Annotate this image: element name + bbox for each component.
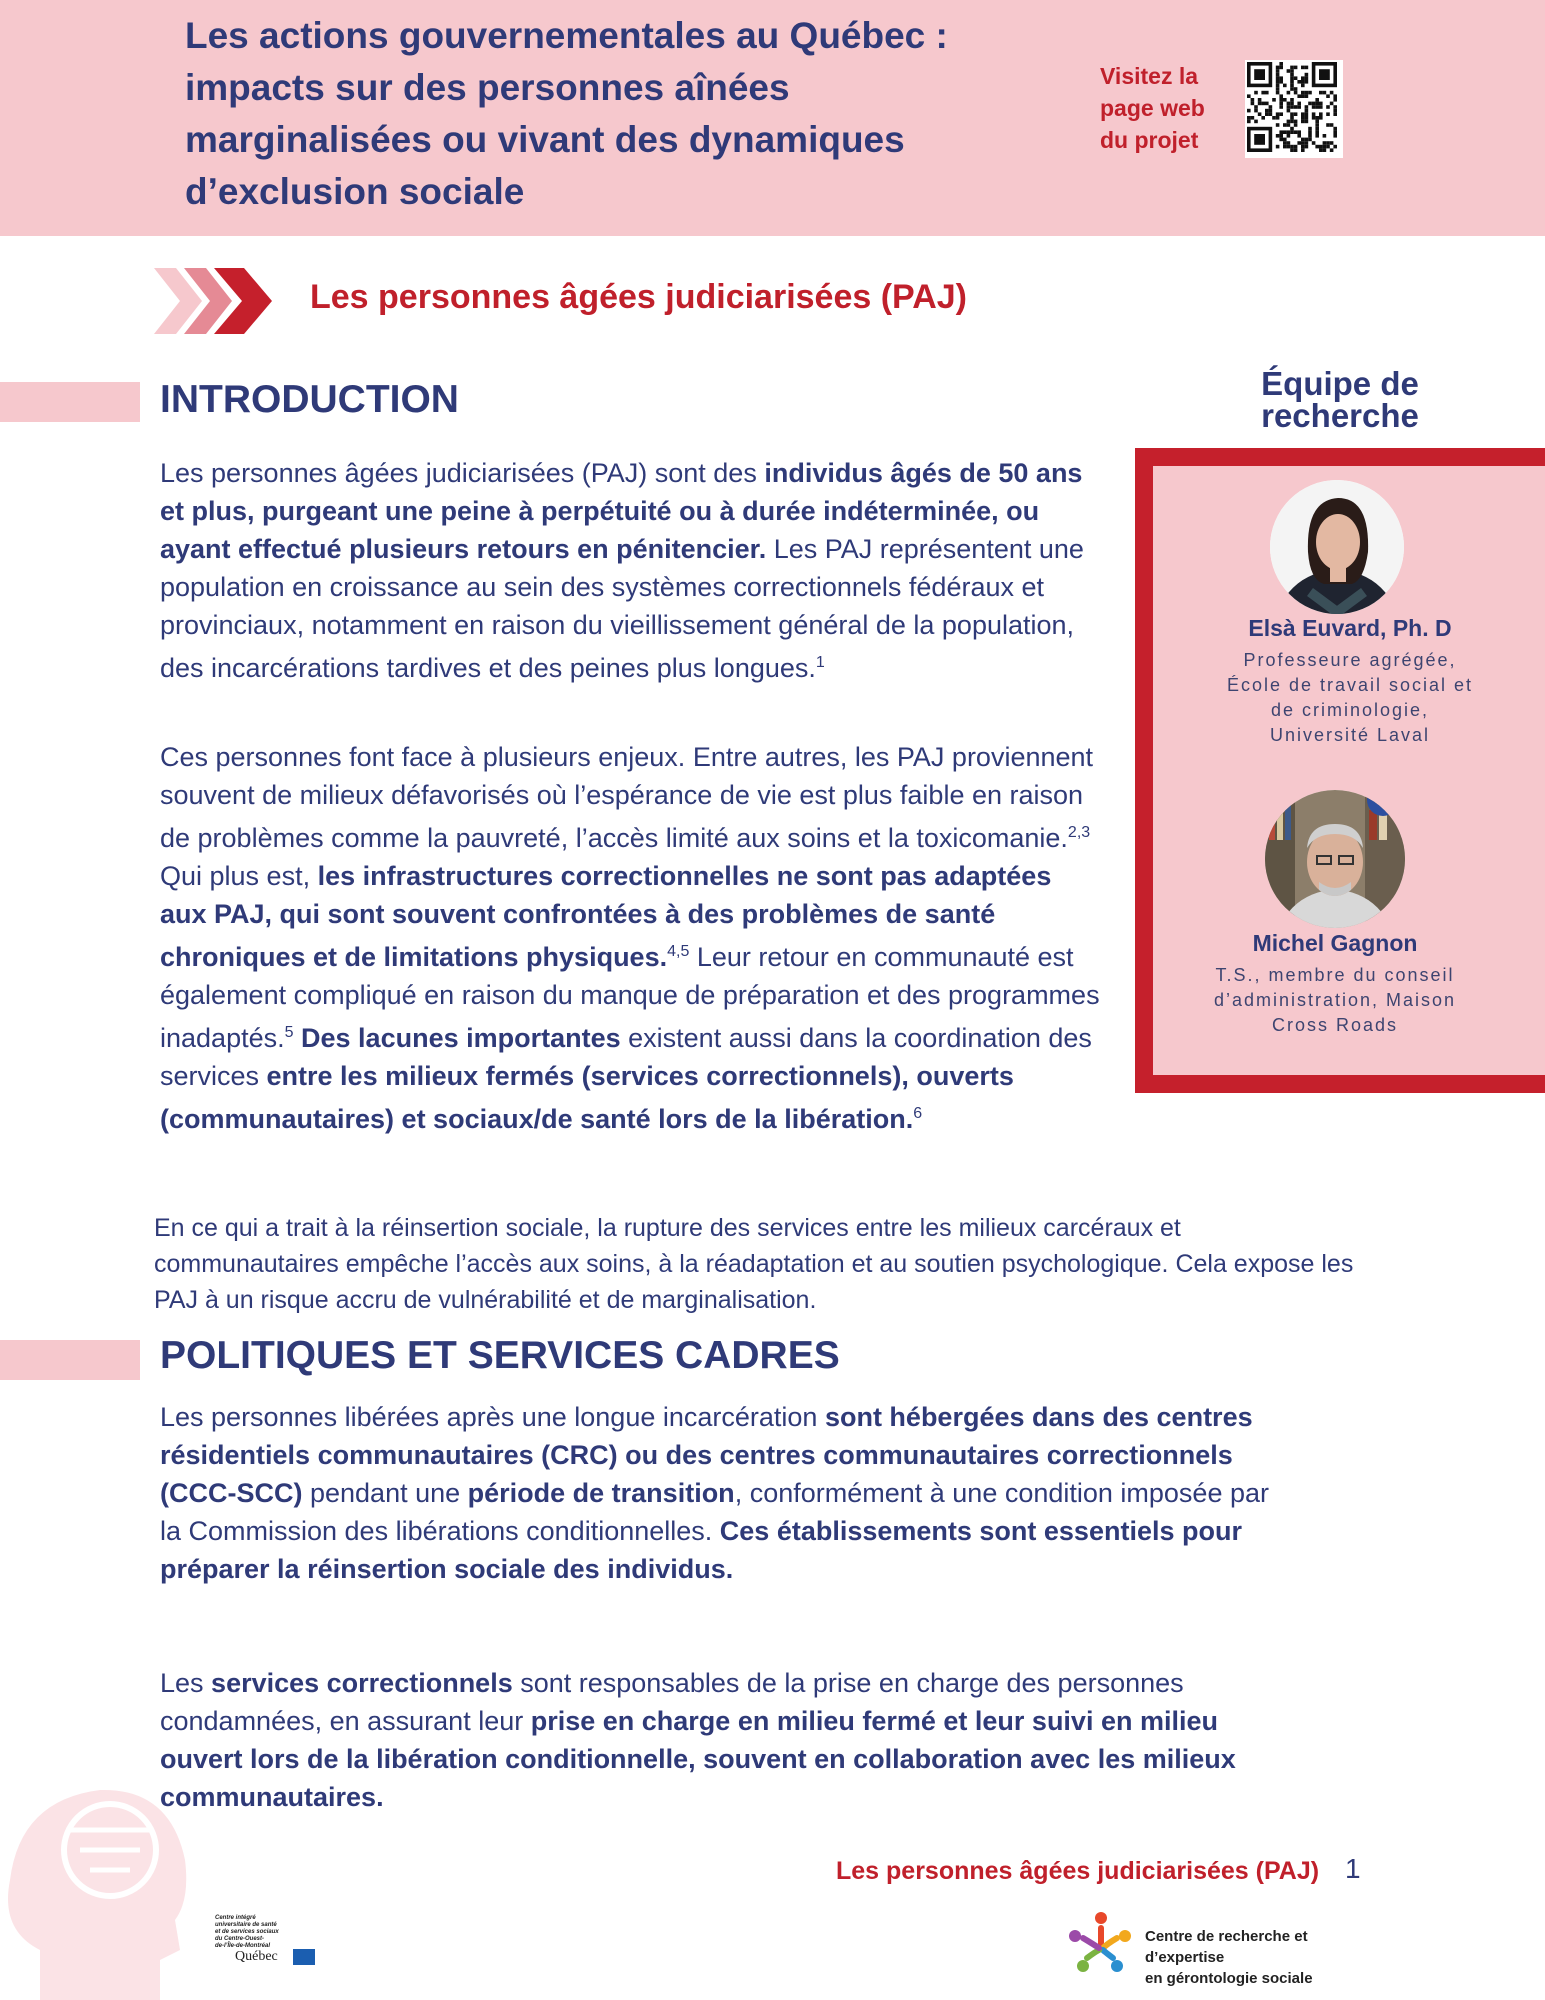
text-run: Les <box>160 1668 212 1698</box>
page-number: 1 <box>1345 1853 1361 1884</box>
text-run: prise en charge en milieu fermé et leur suivi en milieu ouvert lors de la libération conditionnelle, souvent en collaboration avec les milieux communautaires. <box>160 1706 1236 1812</box>
text-run: Qui plus est, <box>160 861 318 891</box>
introduction-heading: INTRODUCTION <box>160 378 459 421</box>
avatar-elsa-euvard <box>1270 480 1404 614</box>
text-run: sont responsables de la prise en charge des personnes condamnées, en assurant leur <box>160 1668 1184 1736</box>
footnote-ref: 4,5 <box>667 943 690 960</box>
footnote-ref: 5 <box>284 1024 294 1041</box>
footer-title: Les personnes âgées judiciarisées (PAJ) <box>836 1857 1320 1885</box>
avatar-michel-gagnon <box>1265 790 1405 928</box>
footnote-ref: 2,3 <box>1067 824 1091 841</box>
text-run: pendant une <box>302 1478 468 1508</box>
head-watermark-icon <box>0 1760 200 2000</box>
text-run: Les PAJ représentent une population en croissance au sein des systèmes correctionnels fédéraux et provinciaux, notamment en raison du vieillissement général de la population, des incarcérations tardives et des peines plus longues. <box>160 534 1084 683</box>
quebec-flag-icon <box>293 1949 315 1965</box>
text-run: Leur retour en communauté est également compliqué en raison du manque de préparation et des programmes inadaptés. <box>160 942 1100 1053</box>
policies-heading: POLITIQUES ET SERVICES CADRES <box>160 1334 840 1377</box>
chevron-arrows-icon <box>154 268 274 334</box>
team-heading: Équipe de recherche <box>1261 365 1419 434</box>
text-run: En ce qui a trait à la réinsertion sociale, la rupture des services entre les milieux carcéraux et communautaires empêche l’accès aux soins, à la réadaptation et au soutien psychologique. Cela expose les PAJ à un risque accru de vulnérabilité et de marginalisation. <box>154 1214 1354 1314</box>
ciusss-logo: Centre intégré universitaire de santé et de services sociaux du Centre-Ouest- de-l’Île-de-Montréal Québec <box>215 1915 325 1970</box>
intro-paragraph-2 <box>160 738 1105 1138</box>
text-run: Les personnes âgées judiciarisées (PAJ) sont des <box>160 458 765 488</box>
footnote-ref: 6 <box>913 1105 923 1122</box>
text-run: Des lacunes importantes <box>293 1023 621 1053</box>
text-run: services correctionnels <box>211 1668 513 1698</box>
text-run: période de transition <box>467 1478 735 1508</box>
section-accent-bar <box>0 1340 140 1380</box>
member-name: Elsà Euvard, Ph. D <box>1248 615 1452 641</box>
creges-people-icon <box>1065 1908 1137 1980</box>
visit-project-link[interactable]: Visitez la page web du projet <box>1100 63 1205 153</box>
text-run: existent aussi dans la coordination des services <box>160 1023 1092 1091</box>
policies-paragraph-1 <box>160 1398 1275 1588</box>
member-role: Professeure agrégée, École de travail social et de criminologie, Université Laval <box>1226 650 1474 745</box>
policies-paragraph-2 <box>160 1664 1275 1816</box>
member-role: T.S., membre du conseil d’administration, Maison Cross Roads <box>1213 965 1457 1035</box>
section-banner-title: Les personnes âgées judiciarisées (PAJ) <box>310 278 967 316</box>
text-run: les infrastructures correctionnelles ne sont pas adaptées aux PAJ, qui sont souvent confrontées à des problèmes de santé chroniques et de limitations physiques. <box>160 861 1052 972</box>
header-banner <box>0 0 1545 236</box>
text-run: individus âgés de 50 ans et plus, purgeant une peine à perpétuité ou à durée indéterminée, ou ayant effectué plusieurs retours en pénitencier. <box>160 458 1083 564</box>
footnote-ref: 1 <box>815 654 825 671</box>
intro-paragraph-1 <box>160 454 1105 687</box>
member-name: Michel Gagnon <box>1252 930 1418 956</box>
text-run: Ces établissements sont essentiels pour préparer la réinsertion sociale des individus. <box>160 1516 1242 1584</box>
text-run: entre les milieux fermés (services correctionnels), ouverts (communautaires) et sociaux/de santé lors de la libération. <box>160 1061 1014 1134</box>
page-title: Les actions gouvernementales au Québec : impacts sur des personnes aînées marginalisées ou vivant des dynamiques d’exclusion sociale <box>185 15 948 212</box>
intro-paragraph-3 <box>154 1210 1364 1318</box>
text-run: Les personnes libérées après une longue incarcération <box>160 1402 825 1432</box>
text-run: Ces personnes font face à plusieurs enjeux. Entre autres, les PAJ proviennent souvent de milieux défavorisés où l’espérance de vie est plus faible en raison de problèmes comme la pauvreté, l’accès limité aux soins et la toxicomanie. <box>160 742 1094 853</box>
text-run: , conformément à une condition imposée par la Commission des libérations conditionnelles. <box>160 1478 1269 1546</box>
qr-code-icon[interactable] <box>1245 60 1343 158</box>
creges-logo: Centre de recherche et d’expertise en gérontologie sociale <box>1065 1908 1137 1985</box>
text-run: sont hébergées dans des centres résidentiels communautaires (CRC) ou des centres communautaires correctionnels (CCC-SCC) <box>160 1402 1253 1508</box>
section-accent-bar <box>0 382 140 422</box>
